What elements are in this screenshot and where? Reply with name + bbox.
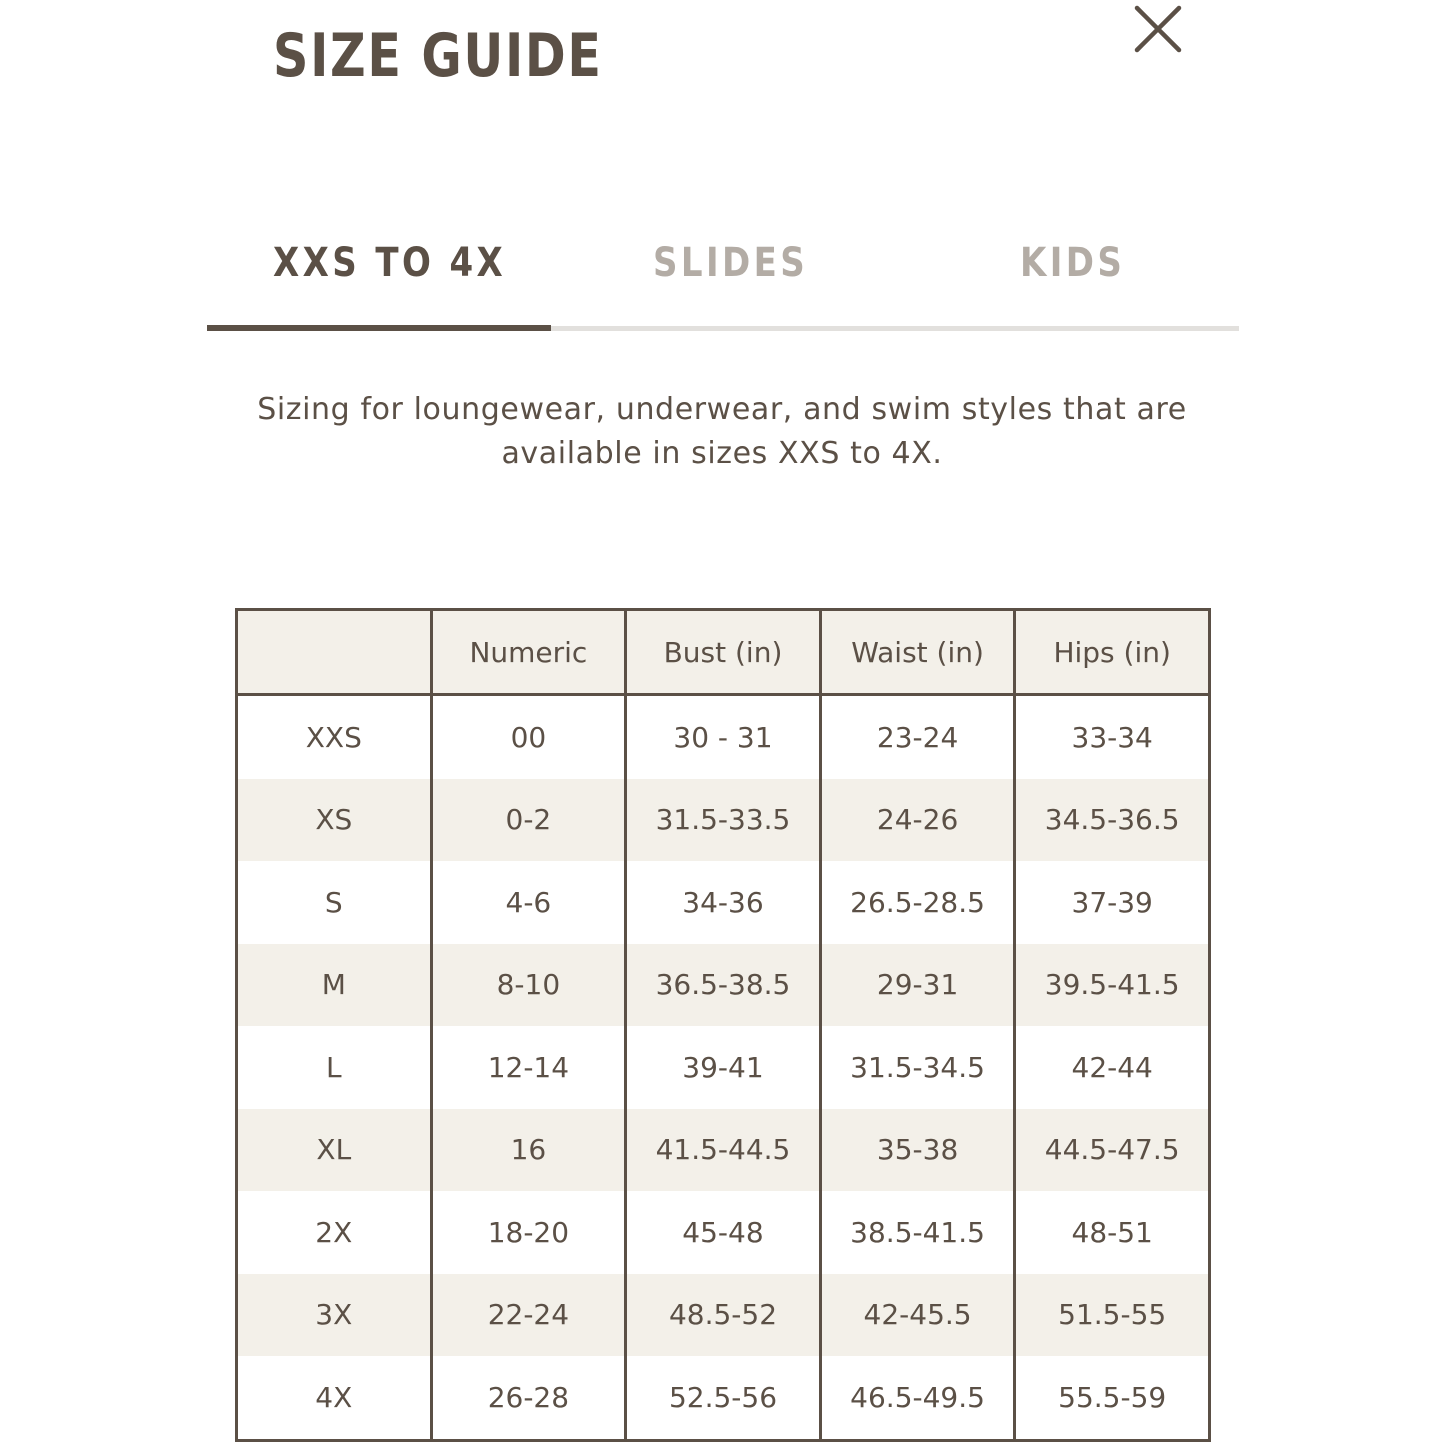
column-header-size	[237, 610, 432, 695]
cell-hips: 37-39	[1015, 861, 1210, 944]
cell-numeric: 12-14	[431, 1026, 626, 1109]
table-row	[237, 1274, 1210, 1357]
tab-slides[interactable]: SLIDES	[653, 240, 809, 286]
cell-hips: 51.5-55	[1015, 1274, 1210, 1357]
cell-hips: 42-44	[1015, 1026, 1210, 1109]
cell-size: XL	[237, 1109, 432, 1192]
cell-size: 4X	[237, 1356, 432, 1440]
cell-waist: 46.5-49.5	[820, 1356, 1015, 1440]
cell-numeric: 26-28	[431, 1356, 626, 1440]
tab-xxs-to-4x[interactable]: XXS TO 4X	[273, 240, 507, 286]
column-header-bust: Bust (in)	[626, 610, 821, 695]
table-header-row	[237, 610, 1210, 695]
table-row	[237, 1356, 1210, 1440]
cell-bust: 41.5-44.5	[626, 1109, 821, 1192]
cell-waist: 42-45.5	[820, 1274, 1015, 1357]
cell-size: XS	[237, 779, 432, 862]
size-chart-table	[235, 608, 1211, 1442]
column-header-numeric: Numeric	[431, 610, 626, 695]
cell-waist: 23-24	[820, 695, 1015, 779]
table-row	[237, 944, 1210, 1027]
cell-size: S	[237, 861, 432, 944]
cell-bust: 31.5-33.5	[626, 779, 821, 862]
table-row	[237, 779, 1210, 862]
cell-size: M	[237, 944, 432, 1027]
tab-kids[interactable]: KIDS	[1020, 240, 1126, 286]
cell-hips: 34.5-36.5	[1015, 779, 1210, 862]
table-row	[237, 695, 1210, 779]
cell-hips: 39.5-41.5	[1015, 944, 1210, 1027]
table-row	[237, 861, 1210, 944]
close-button[interactable]	[1132, 3, 1184, 55]
cell-bust: 34-36	[626, 861, 821, 944]
page-title: SIZE GUIDE	[273, 21, 603, 91]
table-row	[237, 1026, 1210, 1109]
cell-hips: 33-34	[1015, 695, 1210, 779]
cell-numeric: 18-20	[431, 1191, 626, 1274]
cell-bust: 36.5-38.5	[626, 944, 821, 1027]
cell-bust: 52.5-56	[626, 1356, 821, 1440]
cell-numeric: 4-6	[431, 861, 626, 944]
column-header-waist: Waist (in)	[820, 610, 1015, 695]
cell-numeric: 0-2	[431, 779, 626, 862]
active-tab-indicator	[207, 325, 551, 331]
cell-numeric: 8-10	[431, 944, 626, 1027]
cell-size: L	[237, 1026, 432, 1109]
cell-numeric: 16	[431, 1109, 626, 1192]
cell-bust: 39-41	[626, 1026, 821, 1109]
cell-hips: 44.5-47.5	[1015, 1109, 1210, 1192]
cell-hips: 48-51	[1015, 1191, 1210, 1274]
size-description: Sizing for loungewear, underwear, and swim styles that are available in sizes XXS to 4X.	[257, 392, 1187, 471]
table-row	[237, 1109, 1210, 1192]
cell-waist: 31.5-34.5	[820, 1026, 1015, 1109]
column-header-hips: Hips (in)	[1015, 610, 1210, 695]
cell-waist: 24-26	[820, 779, 1015, 862]
cell-size: 3X	[237, 1274, 432, 1357]
cell-bust: 48.5-52	[626, 1274, 821, 1357]
cell-waist: 29-31	[820, 944, 1015, 1027]
cell-bust: 30 - 31	[626, 695, 821, 779]
cell-size: XXS	[237, 695, 432, 779]
cell-waist: 38.5-41.5	[820, 1191, 1015, 1274]
cell-size: 2X	[237, 1191, 432, 1274]
cell-bust: 45-48	[626, 1191, 821, 1274]
cell-waist: 26.5-28.5	[820, 861, 1015, 944]
cell-numeric: 22-24	[431, 1274, 626, 1357]
size-tabs	[207, 230, 1239, 334]
table-row	[237, 1191, 1210, 1274]
cell-hips: 55.5-59	[1015, 1356, 1210, 1440]
cell-numeric: 00	[431, 695, 626, 779]
close-icon	[1132, 3, 1184, 55]
cell-waist: 35-38	[820, 1109, 1015, 1192]
